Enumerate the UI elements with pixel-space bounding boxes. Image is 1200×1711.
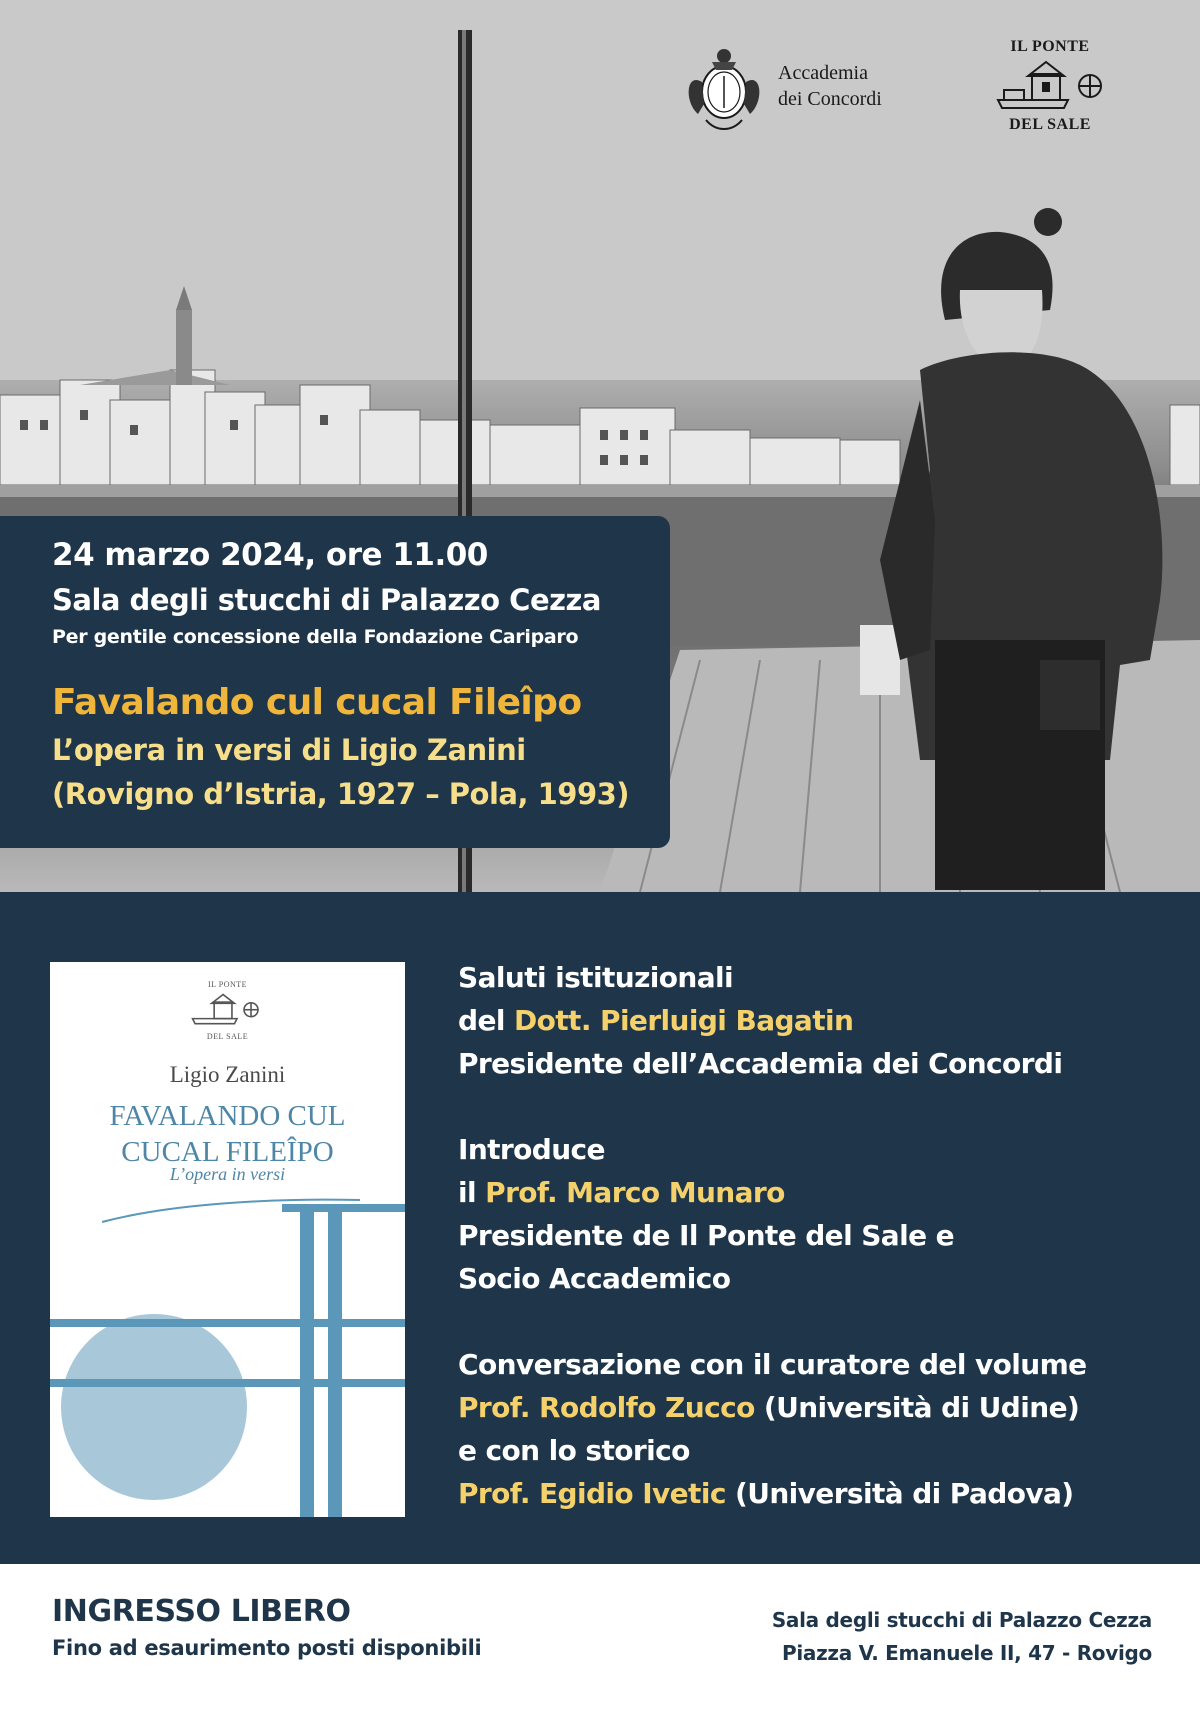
book-logo-top-text: IL PONTE <box>207 980 248 989</box>
book-publisher-logo <box>50 980 405 1050</box>
accademia-logo <box>676 42 936 136</box>
book-title: FAVALANDO CUL CUCAL FILEÎPO <box>109 1100 346 1168</box>
introduction-speaker-line <box>458 1171 1178 1214</box>
boat-rail <box>860 625 900 695</box>
ponte-logo-top-text: IL PONTE <box>1010 38 1090 55</box>
address-line-1: Sala degli stucchi di Palazzo Cezza <box>771 1608 1152 1632</box>
introduction-block <box>458 1128 1178 1300</box>
introduction-role-1: Presidente de Il Ponte del Sale e <box>458 1219 954 1252</box>
speaker-affiliation-ivetic: (Università di Padova) <box>725 1477 1074 1510</box>
event-date-time: 24 marzo 2024, ore 11.00 <box>52 537 488 573</box>
speaker-name-bagatin: Dott. Pierluigi Bagatin <box>513 1004 854 1037</box>
cover-circle <box>61 1314 247 1500</box>
introduction-role-2: Socio Accademico <box>458 1262 731 1295</box>
bell-tower <box>176 310 192 385</box>
event-title: Favalando cul cucal Fileîpo <box>52 682 582 723</box>
event-subtitle-line1: L’opera in versi di Ligio Zanini <box>52 733 526 767</box>
book-ponte-icon <box>190 992 265 1030</box>
event-courtesy: Per gentile concessione della Fondazione Cariparo <box>52 626 579 648</box>
event-subtitle-line2: (Rovigno d’Istria, 1927 – Pola, 1993) <box>52 777 630 811</box>
conversation-heading: Conversazione con il curatore del volume <box>458 1348 1087 1381</box>
event-venue: Sala degli stucchi di Palazzo Cezza <box>52 583 601 617</box>
greetings-heading: Saluti istituzionali <box>458 961 734 994</box>
greetings-role: Presidente dell’Accademia dei Concordi <box>458 1047 1063 1080</box>
ponte-del-sale-logo <box>990 34 1120 142</box>
ponte-house-boat-icon <box>994 60 1112 116</box>
greetings-prefix: del <box>458 1004 514 1037</box>
greetings-speaker-line <box>458 999 1178 1042</box>
seats-availability-note: Fino ad esaurimento posti disponibili <box>52 1636 482 1660</box>
conversation-speaker-1 <box>458 1386 1178 1429</box>
venue-address <box>772 1604 1152 1670</box>
speaker-name-zucco: Prof. Rodolfo Zucco <box>458 1391 755 1424</box>
conversation-speaker-2 <box>458 1472 1178 1515</box>
speakers-program <box>458 956 1178 1558</box>
book-cover <box>50 962 405 1517</box>
admission-info <box>52 1592 481 1664</box>
book-cover-artwork <box>50 1192 405 1517</box>
conversation-historian-line: e con lo storico <box>458 1434 690 1467</box>
footer <box>0 1564 1200 1711</box>
address-line-2: Piazza V. Emanuele II, 47 - Rovigo <box>781 1641 1152 1665</box>
introduction-heading: Introduce <box>458 1133 605 1166</box>
conversation-block <box>458 1343 1178 1515</box>
accademia-emblem-icon <box>676 42 772 134</box>
introduction-prefix: il <box>458 1176 486 1209</box>
greetings-block <box>458 956 1178 1085</box>
event-info-box <box>0 516 670 848</box>
book-logo-bottom-text: DEL SALE <box>206 1032 249 1041</box>
speaker-name-munaro: Prof. Marco Munaro <box>485 1176 785 1209</box>
ponte-logo-bottom-text: DEL SALE <box>1009 116 1091 133</box>
speaker-affiliation-zucco: (Università di Udine) <box>754 1391 1080 1424</box>
book-author: Ligio Zanini <box>169 1062 286 1087</box>
accademia-name: Accademia dei Concordi <box>778 62 882 110</box>
book-subtitle: L’opera in versi <box>169 1164 286 1184</box>
free-entry-label: INGRESSO LIBERO <box>52 1594 351 1629</box>
speaker-name-ivetic: Prof. Egidio Ivetic <box>458 1477 726 1510</box>
